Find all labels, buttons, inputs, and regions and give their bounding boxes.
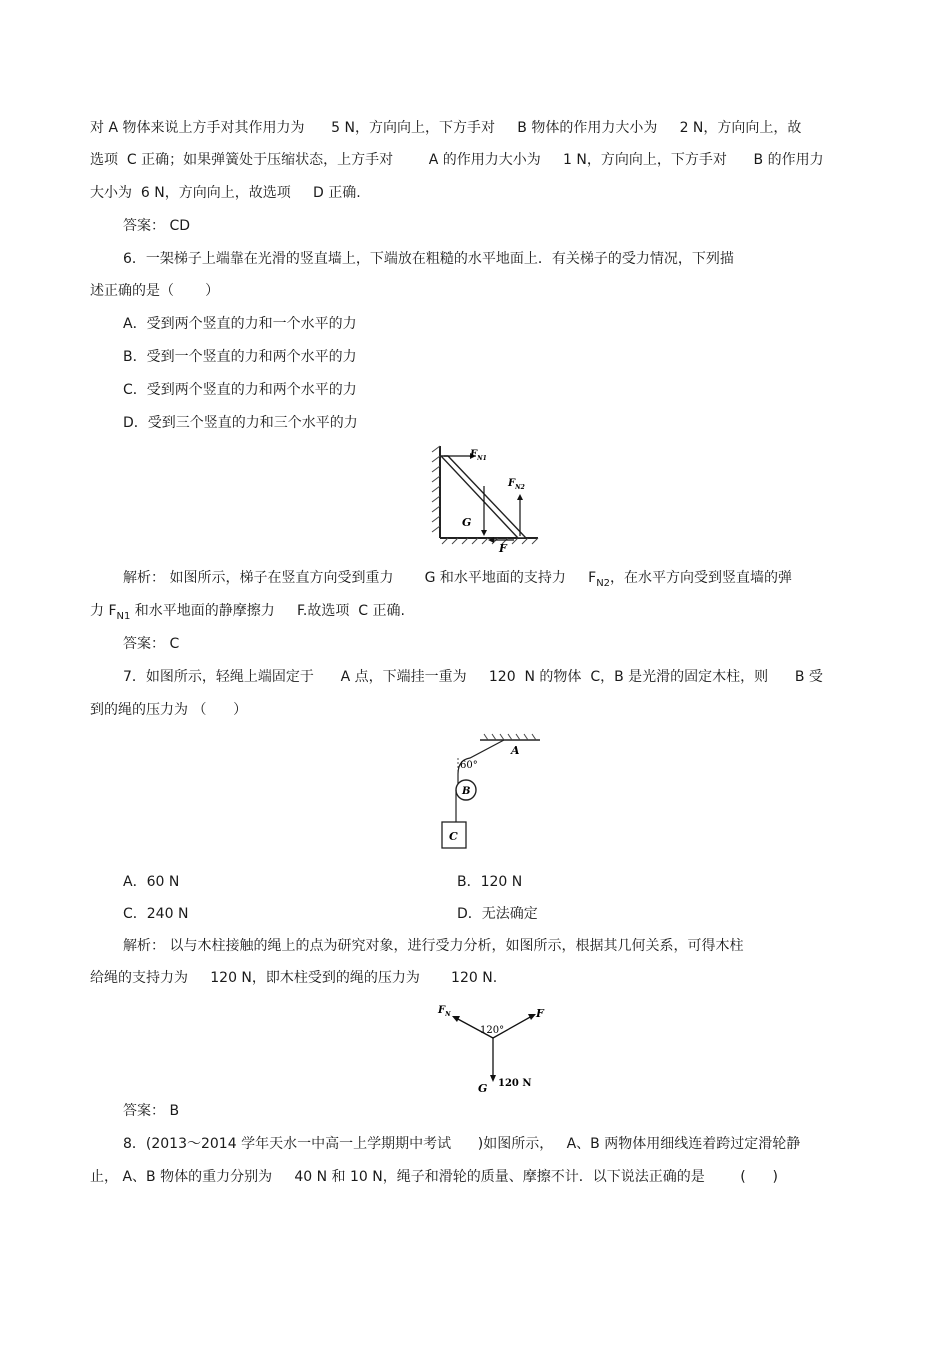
- text-line-3: 大小为 6 N，方向向上，故选项 D 正确.: [90, 185, 361, 201]
- pulley-label-angle: 60°: [460, 760, 478, 771]
- analysis-7-line-1: 解析： 以与木柱接触的绳上的点为研究对象，进行受力分析，如图所示，根据其几何关系，可得木柱: [123, 938, 744, 954]
- question-7-option-b: B．120 N: [457, 874, 523, 890]
- question-6-option-c: C．受到两个竖直的力和两个水平的力: [123, 382, 357, 398]
- force-label-g-value: 120 N: [498, 1078, 532, 1089]
- question-7-stem: 7．如图所示，轻绳上端固定于 A 点，下端挂一重为 120 N 的物体 C，B 是光滑的固定木柱，则 B 受: [123, 669, 823, 685]
- question-8-stem-cont: 止， A、B 物体的重力分别为 40 N 和 10 N，绳子和滑轮的质量、摩擦不计．以下说法正确的是 ( ): [90, 1169, 778, 1185]
- question-6-stem-cont: 述正确的是（ ）: [90, 283, 220, 299]
- force-label-fn: $F_N$: [438, 1005, 451, 1018]
- force-diagram: [432, 998, 552, 1098]
- force-label-f: F: [536, 1007, 544, 1020]
- analysis-7-line-2: 给绳的支持力为 120 N，即木柱受到的绳的压力为 120 N.: [90, 970, 498, 986]
- question-7-option-c: C．240 N: [123, 906, 189, 922]
- pulley-label-c: C: [449, 830, 458, 843]
- ladder-label-fn2: $F_{N2}$: [508, 478, 525, 491]
- question-6-option-b: B．受到一个竖直的力和两个水平的力: [123, 349, 357, 365]
- text-line-2: 选项 C 正确；如果弹簧处于压缩状态，上方手对 A 的作用力大小为 1 N，方向向上，下方手对 B 的作用力: [90, 152, 824, 168]
- question-7-option-d: D．无法确定: [457, 906, 538, 922]
- question-6-option-d: D．受到三个竖直的力和三个水平的力: [123, 415, 358, 431]
- pulley-diagram: [436, 732, 546, 852]
- analysis-6-line-2: 力 $F_{N1}$ 和水平地面的静摩擦力 F.故选项 C 正确.: [90, 603, 405, 622]
- ladder-label-g: G: [462, 516, 472, 529]
- ladder-diagram: [428, 442, 548, 554]
- analysis-6-line-1: 解析： 如图所示，梯子在竖直方向受到重力 G 和水平地面的支持力 $F_{N2}$，在水平方向受到竖直墙的弹: [123, 570, 793, 589]
- pulley-figure: [436, 732, 546, 852]
- question-7-stem-cont: 到的绳的压力为 （ ）: [90, 702, 248, 718]
- ladder-label-fn1: $F_{N1}$: [470, 449, 487, 462]
- pulley-label-b: B: [462, 786, 471, 797]
- question-7-option-a: A．60 N: [123, 874, 180, 890]
- text-line-1: 对 A 物体来说上方手对其作用力为 5 N，方向向上，下方手对 B 物体的作用力大小为 2 N，方向向上，故: [90, 120, 802, 136]
- question-6-option-a: A．受到两个竖直的力和一个水平的力: [123, 316, 357, 332]
- force-figure: [432, 998, 552, 1098]
- ladder-label-f: F: [499, 542, 507, 554]
- answer-6: 答案： C: [123, 636, 180, 652]
- answer-5: 答案： CD: [123, 218, 191, 234]
- question-6-stem: 6．一架梯子上端靠在光滑的竖直墙上，下端放在粗糙的水平地面上．有关梯子的受力情况，下列描: [123, 251, 734, 267]
- answer-7: 答案： B: [123, 1103, 180, 1119]
- pulley-label-a: A: [511, 744, 520, 757]
- force-label-g: G: [478, 1082, 488, 1095]
- ladder-figure: [428, 442, 548, 554]
- force-label-angle: 120°: [480, 1025, 505, 1036]
- question-8-stem: 8．(2013～2014 学年天水一中高一上学期期中考试 )如图所示， A、B 两物体用细线连着跨过定滑轮静: [123, 1136, 801, 1152]
